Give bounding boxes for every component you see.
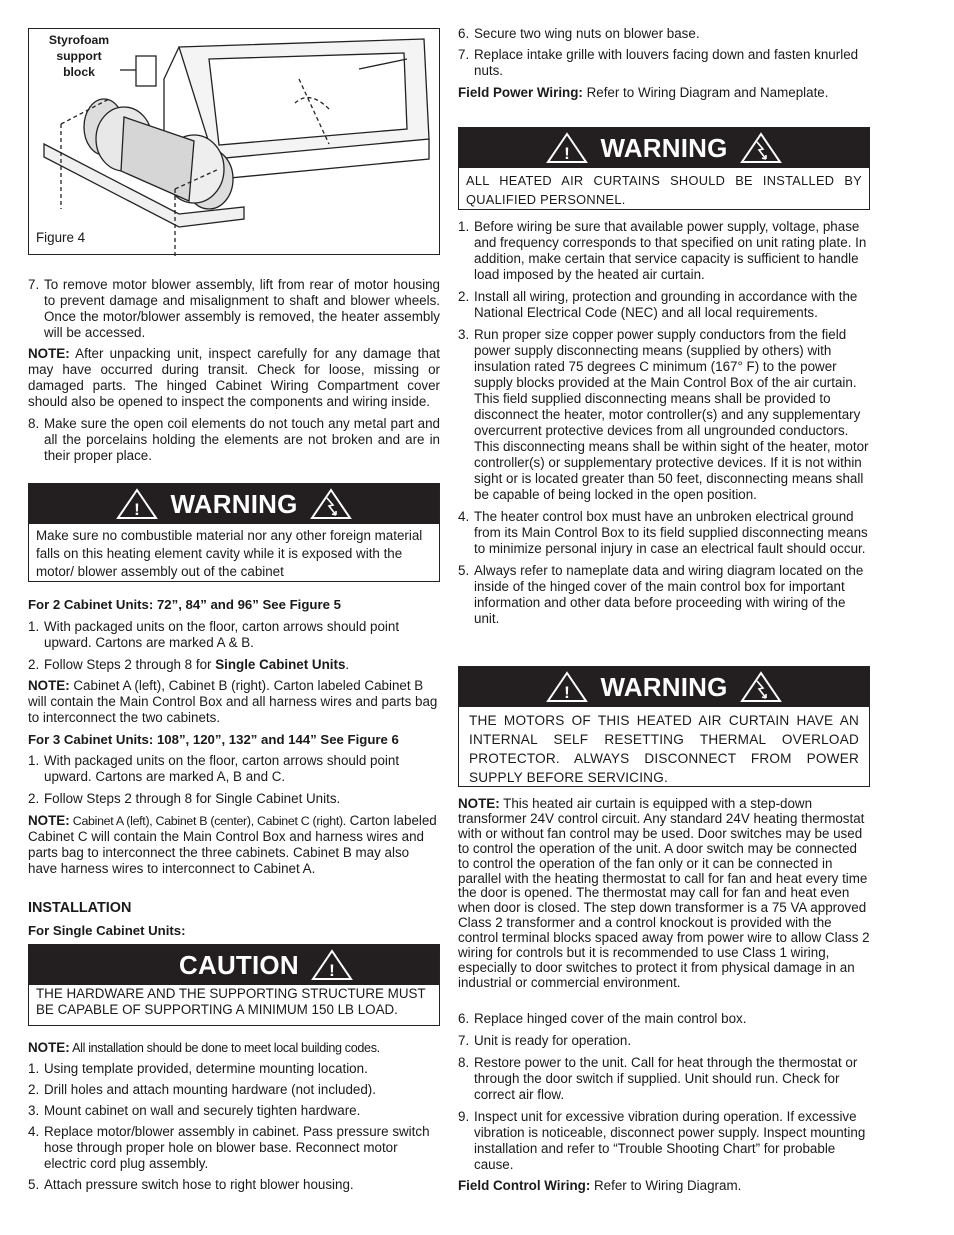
note-transformer [458,797,870,991]
warning-header [29,484,439,524]
list-text: Attach pressure switch hose to right blower housing. [44,1177,354,1192]
field-power-wiring [458,85,870,101]
warning-body: THE MOTORS OF THIS HEATED AIR CURTAIN HAVE AN INTERNAL SELF RESETTING THERMAL OVERLOAD PROTECTOR. ALWAYS DISCONNECT FROM POWER SUPPLY BEFORE SERVICING. [469,713,859,785]
list-text: Replace motor/blower assembly in cabinet. Pass pressure switch hose through proper hole on blower base. Reconnect motor electric cord plug assembly. [44,1124,430,1171]
figure-caption: Figure 4 [36,230,86,245]
list-item [458,289,870,321]
electric-shock-icon [310,488,352,520]
list-text: Make sure the open coil elements do not touch any metal part and all the porcelains holding the elements are not broken and are in their proper place. [44,416,440,463]
list-number: 7. [458,47,470,62]
list-item [28,1124,440,1172]
svg-text:!: ! [329,961,335,980]
wiring-steps [458,219,870,627]
field-power-text: Refer to Wiring Diagram and Nameplate. [582,85,829,100]
note-text: Carton labeled Cabinet C will contain the Main Control Box and harness wires and parts bag to interconnect the three cabinets. Cabinet B may also have harness wires to interconnect to Cabinet A. [28,813,437,876]
heading-2-cabinet: For 2 Cabinet Units: 72”, 84” and 96” See Figure 5 [28,597,341,612]
list-number: 3. [458,327,470,342]
list-text: Always refer to nameplate data and wiring diagram located on the inside of the hinged cover of the main control box for important information and other data before proceeding with wiring of the unit. [474,563,864,626]
two-cab-item-1 [28,619,440,651]
list-text: Replace hinged cover of the main control box. [474,1011,747,1026]
list-text: Mount cabinet on wall and securely tighten hardware. [44,1103,361,1118]
list-text: To remove motor blower assembly, lift from rear of motor housing to prevent damage and misalignment to shaft and blower wheels. Once the motor/blower assembly is removed, the heater assembly will be accessed. [44,277,440,340]
note-text: After unpacking unit, inspect carefully for any damage that may have occurred during transit. Check for loose, missing or damaged parts. The hinged Cabinet Wiring Compartment cover should also be opened to inspect the components and wiring inside. [28,346,440,409]
warning-triangle-icon [311,949,353,981]
note-label: NOTE: [28,1040,70,1055]
list-number: 2. [28,657,40,672]
caution-title: CAUTION [179,950,299,980]
note-label: NOTE: [28,346,70,361]
field-control-wiring [458,1178,870,1194]
warning-body: Make sure no combustible material nor any other foreign material falls on this heating element cavity while it is exposed with the motor/ blower assembly out of the cabinet [36,528,423,579]
note-building-codes [28,1040,440,1056]
list-item [458,1011,870,1027]
list-number: 4. [458,509,470,524]
list-number: 4. [28,1124,40,1139]
list-number: 2. [458,289,470,304]
step-7 [28,277,440,341]
warning-box-combustible [28,483,440,582]
list-number: 6. [458,26,470,41]
warning-header [459,128,869,168]
warning-title: WARNING [170,489,298,519]
list-text: Using template provided, determine mounting location. [44,1061,368,1076]
two-cab-item-2 [28,657,440,673]
list-text: Install all wiring, protection and grounding in accordance with the National Electrical Code (NEC) and all local requirements. [474,289,858,320]
note-text: Cabinet A (left), Cabinet B (right). Carton labeled Cabinet B will contain the Main Control Box and all harness wires and parts bag to interconnect the two cabinets. [28,678,438,725]
heading-3-cabinet: For 3 Cabinet Units: 108”, 120”, 132” and 144” See Figure 6 [28,732,399,747]
final-steps [458,1011,870,1173]
warning-header [459,667,869,707]
list-text: Inspect unit for excessive vibration during operation. If excessive vibration is noticeable, disconnect power supply. Inspect mounting installation and refer to “Trouble Shooting Chart” for probable cause. [474,1109,866,1172]
list-item [458,1109,870,1173]
list-text: . [345,657,350,672]
list-number: 8. [458,1055,470,1070]
list-number: 3. [28,1103,40,1118]
list-text: Before wiring be sure that available power supply, voltage, phase and frequency corresponds to that specified on unit rating plate. In addition, make certain that service capacity is sufficient to handle load imposed by the heated air curtain. [474,219,867,282]
list-text: Follow Steps 2 through 8 for Single Cabinet Units. [44,791,341,806]
warning-title: WARNING [600,672,728,702]
list-text: Replace intake grille with louvers facing down and fasten knurled nuts. [474,47,859,78]
list-text: With packaged units on the floor, carton arrows should point upward. Cartons are marked A & B. [44,619,400,650]
caution-box [28,944,440,1026]
list-number: 7. [458,1033,470,1048]
callout-line: Styrofoam [48,33,110,47]
electric-shock-icon [740,671,782,703]
step-7-grille [458,47,870,79]
list-number: 5. [458,563,470,578]
warning-box-qualified [458,127,870,210]
callout-line: support [56,49,102,63]
warning-triangle-icon [546,132,588,164]
single-cabinet-heading: For Single Cabinet Units: [28,923,186,938]
list-text: Unit is ready for operation. [474,1033,632,1048]
step-6-wing-nuts [458,26,870,42]
list-item [458,327,870,503]
three-cab-item-1 [28,753,440,785]
list-text: Secure two wing nuts on blower base. [474,26,700,41]
install-steps [28,1061,440,1193]
field-control-text: Refer to Wiring Diagram. [590,1178,742,1193]
note-label: NOTE: [28,813,70,828]
list-text-bold: Single Cabinet Units [215,657,346,672]
warning-triangle-icon [116,488,158,520]
list-item [28,1061,440,1077]
list-text: Drill holes and attach mounting hardware (not included). [44,1082,376,1097]
list-text: Follow Steps 2 through 8 for [44,657,216,672]
list-number: 7. [28,277,40,292]
list-item [458,219,870,283]
list-item [458,509,870,557]
step-8 [28,416,440,464]
list-number: 9. [458,1109,470,1124]
styrofoam-callout [38,32,120,80]
list-number: 2. [28,791,40,806]
warning-triangle-icon [546,671,588,703]
warning-box-thermal-overload [458,666,870,787]
list-number: 2. [28,1082,40,1097]
electric-shock-icon [740,132,782,164]
list-text: The heater control box must have an unbroken electrical ground from its Main Control Box to its field supplied disconnecting means to minimize personal injury in case an electrical fault should occur. [474,509,868,556]
list-item [28,1177,440,1193]
field-control-label: Field Control Wiring: [458,1178,591,1193]
note-unpacking [28,346,440,410]
list-number: 8. [28,416,40,431]
note-text: All installation should be done to meet local building codes. [69,1041,380,1055]
list-text: Run proper size copper power supply conductors from the field power supply disconnecting means (supplied by others) with insulation rated 75 degrees C minimum (167° F) to the power supply blocks provided at the Main Control Box of the air curtain. This field supplied disconnecting means shall be provided to disconnect the heater, motor controller(s) and any supplementary overcurrent protective devices from all ungrounded conductors. This disconnecting means shall be within sight of the heater, motor controller(s) or supplementary protective devices. If it is not within sight or is located greater than 50 feet, disconnecting means shall be capable of being locked in the open position. [474,327,869,502]
list-item [28,1103,440,1119]
note-lead: Cabinet A (left), Cabinet B (center), Cabinet C (right). [69,814,346,828]
installation-heading: INSTALLATION [28,900,132,916]
list-number: 5. [28,1177,40,1192]
list-text: With packaged units on the floor, carton arrows should point upward. Cartons are marked A, B and C. [44,753,400,784]
list-number: 1. [28,753,40,768]
note-two-cabinets [28,678,440,726]
list-text: Restore power to the unit. Call for heat through the thermostat or through the door switch if supplied. Unit should run. Check for correct air flow. [474,1055,858,1102]
note-three-cabinets [28,813,440,877]
list-number: 1. [28,619,40,634]
field-power-label: Field Power Wiring: [458,85,583,100]
svg-text:!: ! [134,500,141,519]
note-label: NOTE: [28,678,70,693]
note-label: NOTE: [458,796,500,811]
warning-body: ALL HEATED AIR CURTAINS SHOULD BE INSTALLED BY QUALIFIED PERSONNEL. [466,173,862,207]
list-item [458,1033,870,1049]
callout-line: block [63,65,95,79]
warning-title: WARNING [600,133,728,163]
list-number: 1. [28,1061,40,1076]
svg-text:!: ! [564,683,571,702]
list-number: 6. [458,1011,470,1026]
three-cab-item-2 [28,791,440,807]
list-item [458,563,870,627]
note-text: This heated air curtain is equipped with a step-down transformer 24V control circuit. Any standard 24V heating thermostat with or without fan control may be used. Door switches may be used to control the operation of the unit. A door switch may be connected to control the operation of the fan only or it can be connected in parallel with the heating thermostat to call for fan and heat every time the door is opened. The thermostat may call for fan and heat even when door is closed. The step down transformer is a 75 VA approved Class 2 transformer and a control knockout is provided with the control terminal blocks spaced away from power wire to allow Class 2 wiring for controls but it is recommended to use Class 1 wiring, especially to door switches to protect it from physical damage in an industrial or commercial environment. [458,796,870,990]
caution-header [29,945,439,985]
list-item [28,1082,440,1098]
caution-body: THE HARDWARE AND THE SUPPORTING STRUCTURE MUST BE CAPABLE OF SUPPORTING A MINIMUM 150 LB LOAD. [36,986,426,1017]
list-item [458,1055,870,1103]
figure-4 [28,28,440,255]
list-number: 1. [458,219,470,234]
svg-text:!: ! [564,144,571,163]
